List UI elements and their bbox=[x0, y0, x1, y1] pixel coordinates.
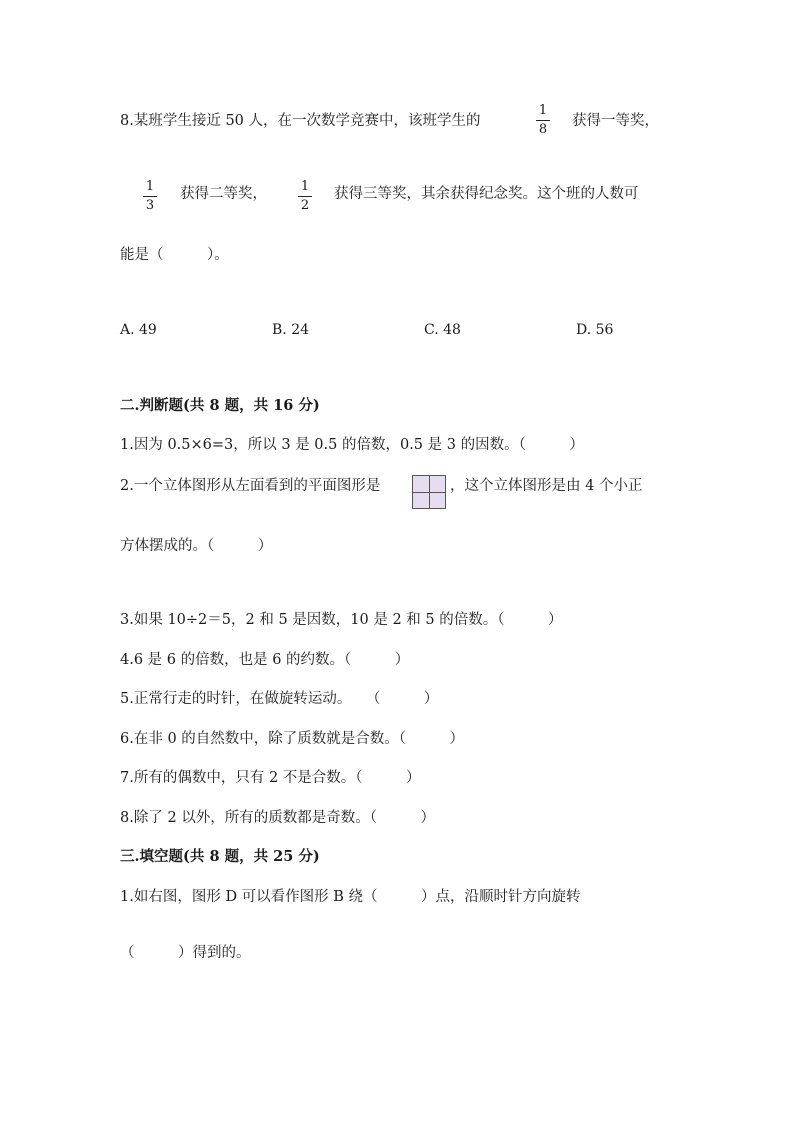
q8-line1-start: 8.某班学生接近 50 人，在一次数学竞赛中，该班学生的 bbox=[120, 113, 481, 129]
s2-item-2-end: ，这个立体图形是由 4 个小正 bbox=[450, 478, 643, 494]
q8-line1-end: 获得一等奖， bbox=[572, 113, 659, 129]
left-view-square-figure bbox=[412, 475, 446, 509]
fraction-denominator: 3 bbox=[145, 198, 155, 213]
s2-item-5: 5.正常行走的时针，在做旋转运动。 （ ） bbox=[120, 691, 439, 707]
section-3-title: 三.填空题(共 8 题，共 25 分) bbox=[120, 848, 320, 865]
option-c: C. 48 bbox=[424, 322, 461, 338]
s2-item-8: 8.除了 2 以外，所有的质数都是奇数。（ ） bbox=[120, 810, 436, 826]
fraction-denominator: 2 bbox=[300, 198, 310, 213]
s2-item-3: 3.如果 10÷2＝5，2 和 5 是因数，10 是 2 和 5 的倍数。（ ） bbox=[120, 612, 563, 628]
q8-line2-start: 获得二等奖， bbox=[180, 186, 267, 202]
s3-item-1-line2: （ ）得到的。 bbox=[120, 945, 251, 961]
fraction-numerator: 1 bbox=[145, 179, 155, 194]
s2-item-2-start: 2.一个立体图形从左面看到的平面图形是 bbox=[120, 478, 381, 494]
fraction-one-eighth bbox=[536, 104, 550, 137]
option-d: D. 56 bbox=[576, 322, 614, 338]
option-b: B. 24 bbox=[272, 322, 310, 338]
s2-item-1: 1.因为 0.5×6=3，所以 3 是 0.5 的倍数，0.5 是 3 的因数。（ ） bbox=[120, 437, 584, 453]
s2-item-7: 7.所有的偶数中，只有 2 不是合数。（ ） bbox=[120, 770, 421, 786]
section-2-title: 二.判断题(共 8 题，共 16 分) bbox=[120, 397, 320, 414]
fraction-numerator: 1 bbox=[538, 103, 548, 118]
option-a: A. 49 bbox=[120, 322, 157, 338]
fraction-one-half bbox=[298, 180, 312, 213]
s3-item-1: 1.如右图，图形 D 可以看作图形 B 绕（ ）点，沿顺时针方向旋转 bbox=[120, 889, 581, 905]
s2-item-6: 6.在非 0 的自然数中，除了质数就是合数。（ ） bbox=[120, 731, 465, 747]
q8-line2-end: 获得三等奖，其余获得纪念奖。这个班的人数可 bbox=[334, 186, 639, 202]
fraction-one-third bbox=[143, 180, 157, 213]
s2-item-2-line2: 方体摆成的。（ ） bbox=[120, 538, 273, 554]
s2-item-4: 4.6 是 6 的倍数，也是 6 的约数。（ ） bbox=[120, 652, 410, 668]
fraction-denominator: 8 bbox=[538, 122, 548, 137]
fraction-numerator: 1 bbox=[300, 179, 310, 194]
q8-line3: 能是（ ）。 bbox=[120, 247, 229, 263]
